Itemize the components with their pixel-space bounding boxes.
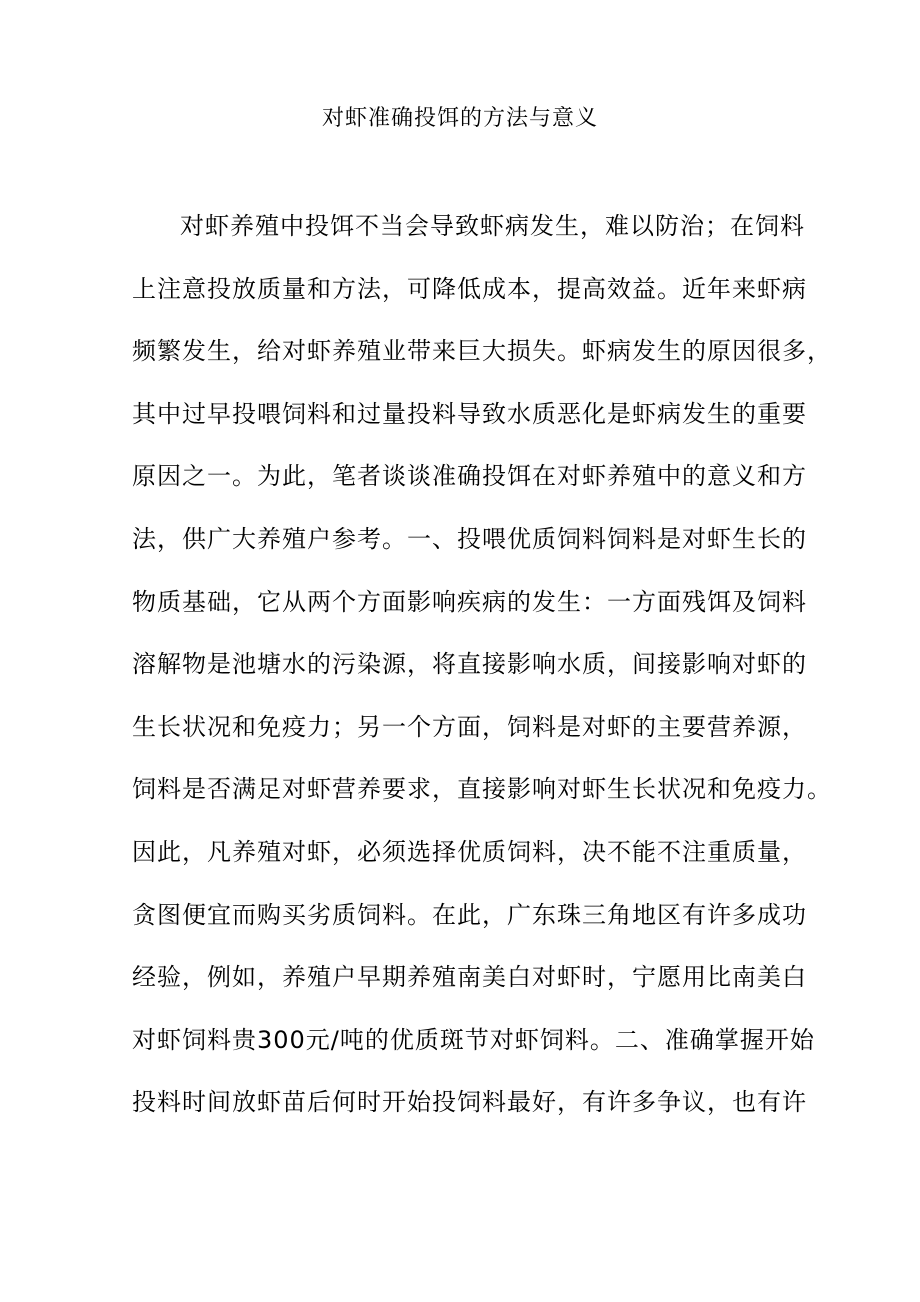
text-line: 其中过早投喂饲料和过量投料导致水质恶化是虾病发生的重要 [132, 399, 807, 428]
text-line: 原因之一。为此，笔者谈谈准确投饵在对虾养殖中的意义和方 [132, 462, 807, 491]
text-line: 法，供广大养殖户参考。一、投喂优质饲料饲料是对虾生长的 [132, 524, 807, 553]
text-line: 投料时间放虾苗后何时开始投饲料最好，有许多争议，也有许 [132, 1088, 807, 1117]
text-line: 生长状况和免疫力；另一个方面，饲料是对虾的主要营养源， [132, 712, 807, 741]
text-line: 物质基础，它从两个方面影响疾病的发生：一方面残饵及饲料 [132, 587, 807, 616]
text-line: 因此，凡养殖对虾，必须选择优质饲料，决不能不注重质量， [132, 837, 807, 866]
text-line: 对虾饲料贵300元/吨的优质斑节对虾饲料。二、准确掌握开始 [132, 1025, 815, 1054]
text-line: 对虾养殖中投饵不当会导致虾病发生，难以防治；在饲料 [180, 212, 805, 240]
document-title: 对虾准确投饵的方法与意义 [321, 106, 598, 131]
text-line: 频繁发生，给对虾养殖业带来巨大损失。虾病发生的原因很多， [132, 337, 832, 366]
text-line: 饲料是否满足对虾营养要求，直接影响对虾生长状况和免疫力。 [132, 775, 832, 804]
text-line: 溶解物是池塘水的污染源，将直接影响水质，间接影响对虾的 [132, 650, 807, 679]
document-body [132, 204, 832, 1143]
text-line: 经验，例如，养殖户早期养殖南美白对虾时，宁愿用比南美白 [132, 963, 807, 992]
text-line: 上注意投放质量和方法，可降低成本，提高效益。近年来虾病 [132, 274, 807, 303]
text-line: 贪图便宜而购买劣质饲料。在此，广东珠三角地区有许多成功 [132, 900, 807, 929]
